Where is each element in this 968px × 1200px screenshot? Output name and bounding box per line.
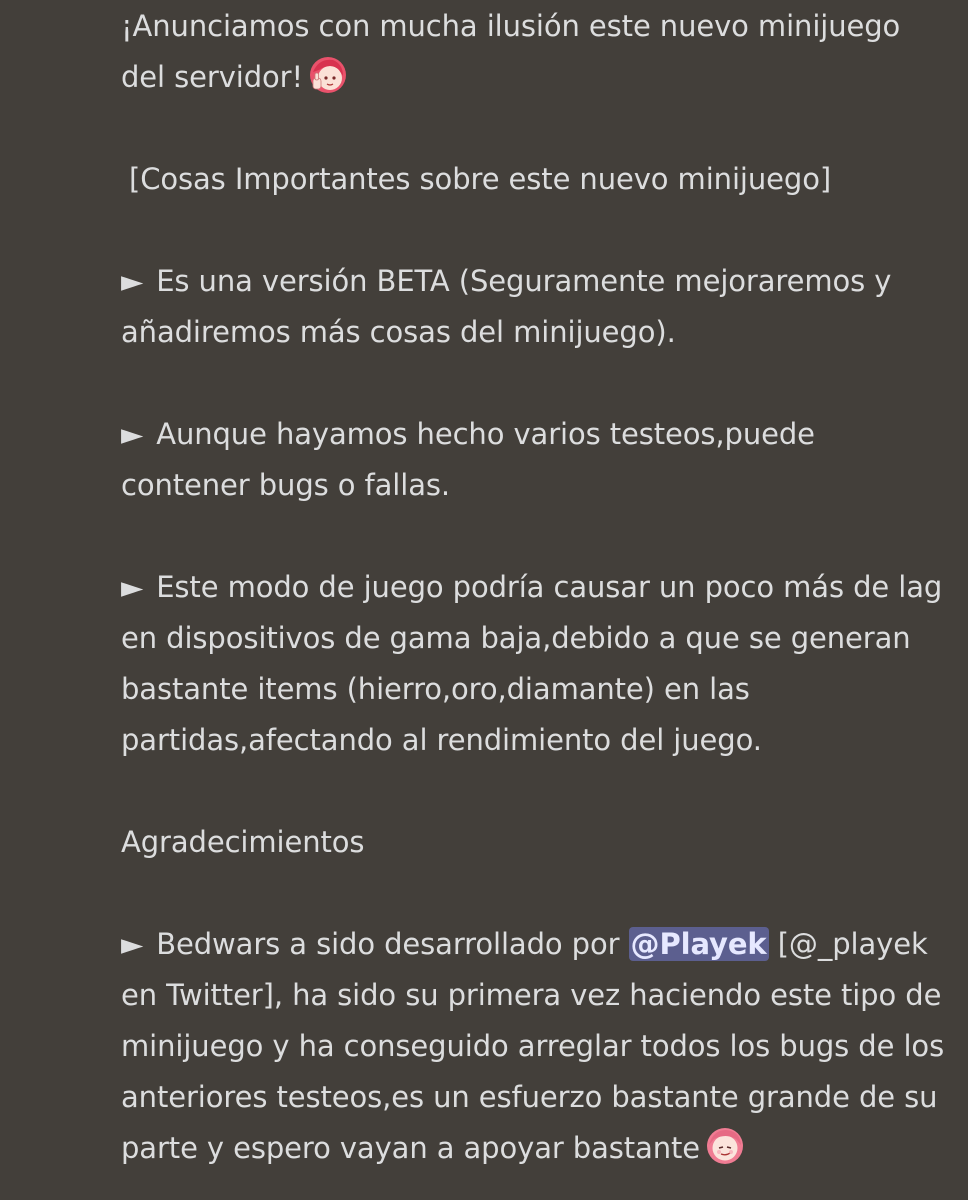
message-content: [121, 0, 959, 1174]
bullet-2-line-2: contener bugs o fallas.: [121, 468, 451, 502]
bullet-1-line-2: añadiremos más cosas del minijuego).: [121, 315, 676, 349]
thanks-heading: Agradecimientos: [121, 825, 365, 859]
spacer: [121, 511, 959, 562]
bullet-arrow-icon: ►: [121, 417, 144, 451]
bullet-3-line-3: bastante items (hierro,oro,diamante) en las: [121, 672, 750, 706]
anime-girl-smirk-emoji: [706, 1127, 744, 1165]
bullet-1-text: Es una versión BETA (Seguramente mejoraremos y: [156, 264, 892, 298]
bullet-3-line-2: en dispositivos de gama baja,debido a que se generan: [121, 621, 911, 655]
bullet-4-line-3: minijuego y ha conseguido arreglar todos los bugs de los: [121, 1029, 945, 1063]
bullet-4-line-2: en Twitter], ha sido su primera vez haciendo este tipo de: [121, 978, 942, 1012]
bullet-2-line-1: [121, 409, 959, 460]
spacer: [121, 205, 959, 256]
bullet-4-prefix: Bedwars a sido desarrollado por: [156, 927, 620, 961]
user-mention-playek[interactable]: @Playek: [630, 927, 767, 961]
bullet-4-suffix: [@_playek: [777, 927, 928, 961]
bullet-3-text: Este modo de juego podría causar un poco más de lag: [156, 570, 943, 604]
section-title: [Cosas Importantes sobre este nuevo minijuego]: [129, 162, 832, 196]
anime-girl-thumbs-up-emoji: [309, 56, 347, 94]
bullet-2-text: Aunque hayamos hecho varios testeos,puede: [156, 417, 815, 451]
intro-line-1: ¡Anunciamos con mucha ilusión este nuevo minijuego: [121, 9, 901, 43]
spacer: [121, 766, 959, 817]
bullet-1-line-1: [121, 256, 959, 307]
bullet-4-line-4: anteriores testeos,es un esfuerzo bastante grande de su: [121, 1080, 938, 1114]
bullet-4-line-5-text: parte y espero vayan a apoyar bastante: [121, 1131, 701, 1165]
bullet-arrow-icon: ►: [121, 264, 144, 298]
spacer: [121, 868, 959, 919]
bullet-arrow-icon: ►: [121, 927, 144, 961]
bullet-3-line-1: [121, 562, 959, 613]
spacer: [121, 103, 959, 154]
spacer: [121, 358, 959, 409]
intro-line-2: [121, 52, 959, 103]
bullet-4-line-1: [121, 919, 959, 970]
bullet-3-line-4: partidas,afectando al rendimiento del juego.: [121, 723, 762, 757]
intro-line-2-text: del servidor!: [121, 60, 304, 94]
bullet-4-line-5: [121, 1123, 959, 1174]
bullet-arrow-icon: ►: [121, 570, 144, 604]
